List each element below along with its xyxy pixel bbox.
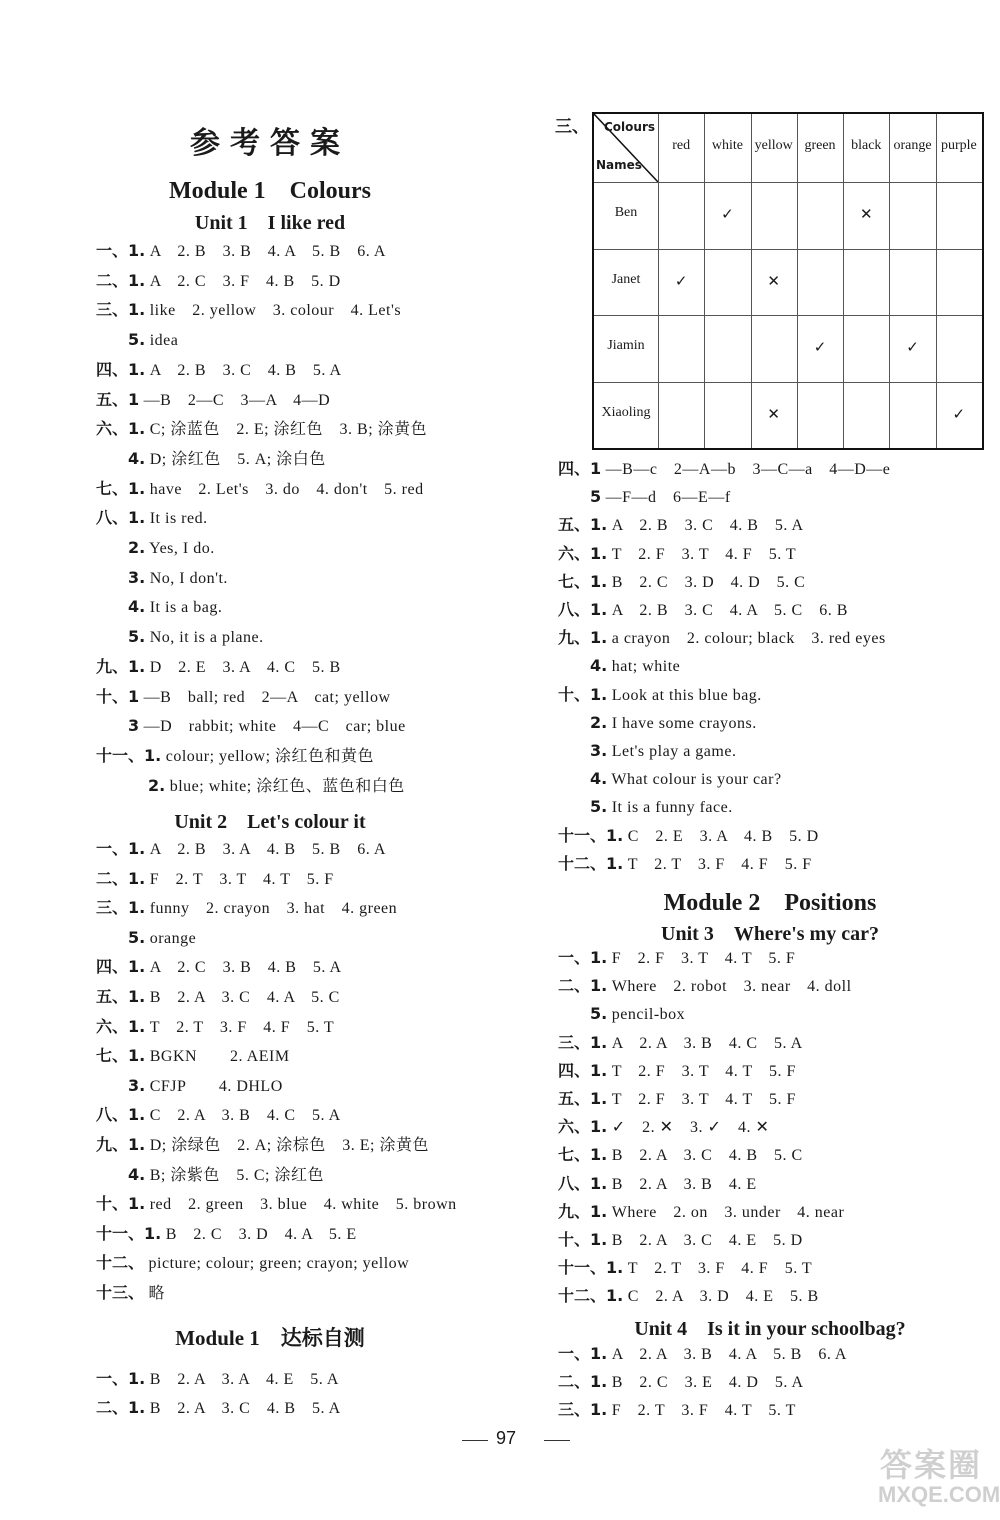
- answer-label: 5.: [128, 330, 146, 350]
- module1-test-heading: Module 1 达标自测: [175, 1326, 365, 1350]
- answer-text: B 2. A 3. A 4. E 5. A: [145, 1371, 339, 1388]
- answer-text: T 2. F 3. T 4. T 5. F: [607, 1062, 796, 1080]
- answer-line: [558, 571, 805, 594]
- answer-text: B; 涂紫色 5. C; 涂红色: [145, 1166, 324, 1184]
- answer-text: have 2. Let's 3. do 4. don't 5. red: [145, 480, 424, 498]
- cross-icon: ✕: [767, 404, 780, 423]
- answer-label: 二、1.: [96, 1398, 146, 1417]
- answer-line: [128, 626, 264, 649]
- answer-text: T 2. T 3. F 4. F 5. T: [623, 1260, 813, 1278]
- answer-text: B 2. C 3. D 4. A 5. E: [161, 1225, 357, 1243]
- answer-line: [590, 655, 680, 678]
- answer-text: No, it is a plane.: [145, 629, 264, 647]
- answer-text: hat; white: [607, 658, 681, 676]
- answer-line: [558, 1201, 844, 1224]
- answer-line: [96, 986, 340, 1009]
- answer-line: [96, 359, 342, 382]
- answer-line: [96, 1252, 409, 1275]
- answer-label: 七、1.: [96, 478, 146, 498]
- table-row-name: Jiamin: [607, 338, 645, 354]
- answer-text: B 2. A 3. C 4. B 5. C: [607, 1147, 803, 1165]
- answer-line: [96, 418, 427, 441]
- answer-line: [96, 1397, 341, 1420]
- check-icon: ✓: [906, 338, 919, 357]
- module1-heading: Module 1 Colours: [168, 178, 371, 204]
- answer-label: 五、1.: [558, 515, 608, 535]
- answer-text: C 2. E 3. A 4. B 5. D: [623, 827, 819, 845]
- answer-text: It is red.: [145, 510, 208, 528]
- answer-line: [590, 740, 736, 763]
- answer-label: 六、1.: [558, 1117, 608, 1137]
- answer-text: T 2. F 3. T 4. T 5. F: [607, 1091, 796, 1108]
- answer-label: 七、1.: [558, 571, 608, 591]
- unit1-heading: Unit 1 I like red: [194, 212, 346, 234]
- answer-label: 2.: [148, 775, 166, 795]
- answer-label: 十一、1.: [558, 825, 624, 845]
- answer-text: A 2. B 3. B 4. A 5. B 6. A: [145, 243, 386, 260]
- unit3-heading: Unit 3 Where's my car?: [661, 923, 879, 945]
- answer-line: [558, 1116, 769, 1139]
- answer-text: No, I don't.: [145, 569, 228, 587]
- answer-line: [558, 1285, 819, 1308]
- answer-text: funny 2. crayon 3. hat 4. green: [145, 900, 398, 918]
- answer-line: [96, 838, 386, 861]
- answer-line: [558, 1371, 804, 1394]
- table-row-line: [594, 249, 982, 250]
- answer-text: idea: [145, 332, 179, 350]
- answer-line: [558, 1032, 803, 1055]
- answer-line: [558, 1144, 803, 1167]
- answer-text: A 2. B 3. A 4. B 5. B 6. A: [145, 841, 386, 858]
- table-colour-header: white: [711, 138, 743, 153]
- answer-line: [96, 956, 342, 979]
- answer-line: [558, 1173, 757, 1196]
- answer-label: 八、1.: [96, 508, 146, 528]
- answer-label: 三、1.: [558, 1032, 608, 1052]
- answer-label: 八、1.: [558, 1173, 608, 1193]
- answer-line: [96, 656, 341, 679]
- answer-line: [558, 1257, 812, 1280]
- answer-label: 5.: [128, 927, 146, 947]
- answer-text: pencil-box: [607, 1006, 686, 1024]
- answer-label: 5: [590, 487, 602, 507]
- answer-label: 九、1.: [558, 628, 608, 648]
- answer-line: [96, 897, 397, 920]
- table-col-line: [797, 114, 798, 448]
- answer-text: D 2. E 3. A 4. C 5. B: [145, 658, 341, 676]
- answer-label: 3: [128, 716, 140, 736]
- table-colour-header: red: [672, 138, 691, 153]
- table-col-line: [889, 114, 890, 448]
- answer-text: —F—d 6—E—f: [601, 489, 731, 507]
- answer-text: T 2. F 3. T 4. F 5. T: [607, 545, 797, 563]
- table-col-line: [704, 114, 705, 448]
- table-section-label: 三、: [555, 117, 589, 137]
- answer-text: It is a bag.: [145, 599, 223, 617]
- page-number-dash-left: [462, 1440, 488, 1441]
- answer-line: [558, 684, 762, 707]
- answer-label: 4.: [128, 597, 146, 617]
- answer-line: [558, 1343, 847, 1366]
- answer-text: colour; yellow; 涂红色和黄色: [161, 747, 375, 765]
- answer-text: A 2. B 3. C 4. B 5. A: [607, 517, 804, 535]
- answer-line: [128, 715, 406, 738]
- answer-line: [96, 270, 341, 293]
- answer-line: [96, 1282, 165, 1305]
- answer-label: 一、1.: [96, 839, 146, 858]
- answer-label: 七、1.: [558, 1145, 608, 1165]
- answer-label: 九、1.: [558, 1201, 608, 1221]
- page-number: 97: [496, 1428, 517, 1448]
- answer-line: [128, 537, 215, 560]
- answer-text: B 2. A 3. C 4. A 5. C: [145, 989, 340, 1006]
- answer-label: 4.: [128, 1164, 146, 1184]
- answer-text: like 2. yellow 3. colour 4. Let's: [145, 302, 402, 320]
- page-number-dash-right: [544, 1440, 570, 1441]
- answer-line: [96, 1045, 290, 1068]
- answer-text: A 2. C 3. F 4. B 5. D: [145, 272, 341, 290]
- answer-line: [558, 947, 795, 970]
- answer-label: 十一、1.: [96, 745, 162, 765]
- answer-text: Yes, I do.: [145, 540, 215, 557]
- corner-label-names: Names: [596, 158, 642, 172]
- answer-text: F 2. T 3. F 4. T 5. T: [607, 1402, 796, 1419]
- answer-label: 二、1.: [558, 1372, 608, 1391]
- answer-label: 四、1.: [558, 1060, 608, 1080]
- answer-text: A 2. C 3. B 4. B 5. A: [145, 959, 342, 977]
- answer-label: 一、1.: [558, 1344, 608, 1363]
- watermark-bottom: MXQE.COM: [878, 1482, 1000, 1507]
- answer-text: B 2. A 3. C 4. B 5. A: [145, 1400, 341, 1417]
- answer-text: B 2. A 3. C 4. E 5. D: [607, 1232, 803, 1249]
- unit2-heading: Unit 2 Let's colour it: [174, 811, 366, 833]
- answer-label: 一、1.: [96, 241, 146, 260]
- answer-text: —B 2—C 3—A 4—D: [139, 391, 331, 409]
- answer-label: 4.: [590, 656, 608, 676]
- page-title: 参考答案: [190, 126, 350, 161]
- answer-line: [590, 1003, 685, 1026]
- table-col-line: [936, 114, 937, 448]
- answer-text: picture; colour; green; crayon; yellow: [144, 1255, 410, 1273]
- answer-label: 六、1.: [96, 1016, 146, 1036]
- answer-text: D; 涂绿色 2. A; 涂棕色 3. E; 涂黄色: [145, 1137, 429, 1154]
- answer-line: [96, 299, 401, 322]
- answer-text: I have some crayons.: [607, 714, 757, 732]
- answer-text: blue; white; 涂红色、蓝色和白色: [165, 777, 405, 795]
- answer-line: [96, 868, 334, 891]
- check-icon: ✓: [674, 271, 688, 290]
- answer-label: 四、1.: [96, 957, 146, 977]
- table-colour-header: yellow: [754, 138, 793, 153]
- cross-icon: ✕: [767, 271, 780, 290]
- answer-line: [558, 853, 812, 876]
- answer-text: C 2. A 3. B 4. C 5. A: [145, 1107, 341, 1125]
- answer-text: F 2. F 3. T 4. T 5. F: [607, 950, 796, 967]
- answer-text: C 2. A 3. D 4. E 5. B: [623, 1288, 819, 1306]
- answer-label: 2.: [590, 712, 608, 732]
- answer-text: T 2. T 3. F 4. F 5. T: [145, 1018, 335, 1036]
- answer-label: 五、1: [96, 389, 140, 409]
- cross-icon: ✕: [859, 205, 873, 224]
- answer-line: [96, 507, 208, 530]
- answer-line: [128, 329, 178, 352]
- answer-text: Where 2. on 3. under 4. near: [607, 1203, 845, 1221]
- answer-text: CFJP 4. DHLO: [145, 1077, 283, 1095]
- answer-label: 八、1.: [558, 600, 608, 619]
- answer-label: 五、1.: [96, 987, 146, 1006]
- answer-line: [128, 596, 222, 619]
- answer-line: [96, 745, 374, 768]
- table-row-line: [594, 315, 982, 316]
- table-row-line: [594, 382, 982, 383]
- answer-label: 二、1.: [96, 270, 146, 290]
- answer-line: [148, 775, 405, 798]
- answer-label: 九、1.: [96, 656, 146, 676]
- module2-heading: Module 2 Positions: [663, 890, 877, 916]
- answer-text: What colour is your car?: [607, 771, 782, 789]
- answer-text: A 2. A 3. B 4. C 5. A: [607, 1034, 803, 1052]
- answer-line: [128, 448, 326, 471]
- answer-label: 3.: [590, 741, 608, 760]
- answer-text: —D rabbit; white 4—C car; blue: [139, 718, 406, 736]
- answer-text: —B ball; red 2—A cat; yellow: [139, 688, 391, 706]
- answer-text: orange: [145, 929, 197, 947]
- answer-label: 十、1: [96, 686, 140, 706]
- answer-text: 略: [144, 1285, 166, 1302]
- answer-line: [590, 796, 733, 819]
- answer-text: B 2. C 3. D 4. D 5. C: [607, 573, 806, 591]
- answer-label: 4.: [590, 769, 608, 789]
- answer-line: [96, 389, 330, 412]
- answer-line: [590, 712, 757, 735]
- answer-text: Let's play a game.: [607, 743, 737, 760]
- answer-line: [96, 1104, 341, 1127]
- answer-label: 三、1.: [558, 1400, 608, 1419]
- answer-line: [558, 1060, 796, 1083]
- answer-line: [558, 825, 819, 848]
- answer-label: 九、1.: [96, 1135, 146, 1154]
- answer-text: B 2. A 3. B 4. E: [607, 1175, 757, 1193]
- answer-label: 四、1: [558, 459, 602, 478]
- table-col-line: [751, 114, 752, 448]
- answer-line: [96, 478, 424, 501]
- answer-label: 六、1.: [558, 543, 608, 563]
- corner-label-colours: Colours: [604, 120, 656, 134]
- answer-label: 十二、: [96, 1253, 145, 1273]
- answer-label: 一、1.: [96, 1369, 146, 1388]
- answer-line: [96, 1193, 457, 1216]
- answer-line: [590, 768, 782, 791]
- answer-line: [128, 1075, 283, 1098]
- table-row-name: Janet: [611, 271, 641, 287]
- answer-text: T 2. T 3. F 4. F 5. F: [623, 855, 812, 873]
- answer-label: 3.: [128, 1075, 146, 1095]
- answer-line: [558, 1229, 803, 1252]
- table-colour-header: black: [851, 138, 882, 153]
- answer-label: 5.: [590, 1004, 608, 1024]
- answer-label: 十、1.: [96, 1194, 146, 1214]
- answer-text: D; 涂红色 5. A; 涂白色: [145, 450, 326, 468]
- answer-line: [96, 1223, 357, 1246]
- answer-label: 一、1.: [558, 948, 608, 967]
- table-colour-header: purple: [940, 138, 977, 153]
- answer-text: A 2. B 3. C 4. B 5. A: [145, 361, 342, 379]
- answer-line: [128, 1164, 324, 1187]
- answer-line: [590, 486, 731, 509]
- answer-label: 十二、1.: [558, 1286, 624, 1306]
- answer-line: [558, 975, 852, 998]
- answer-label: 四、1.: [96, 359, 146, 379]
- answer-line: [558, 458, 890, 481]
- answer-label: 十、1.: [558, 684, 608, 704]
- table-row-line: [594, 182, 982, 183]
- answer-text: a crayon 2. colour; black 3. red eyes: [607, 630, 886, 648]
- table-col-line: [843, 114, 844, 448]
- answer-label: 二、1.: [96, 868, 146, 888]
- answer-text: —B—c 2—A—b 3—C—a 4—D—e: [601, 461, 891, 478]
- table-colour-header: green: [804, 138, 836, 153]
- answer-label: 八、1.: [96, 1105, 146, 1125]
- answer-line: [558, 599, 848, 622]
- watermark-logo: [872, 1440, 1000, 1512]
- answer-label: 3.: [128, 567, 146, 587]
- answer-label: 十一、1.: [96, 1223, 162, 1243]
- table-colour-header: orange: [893, 138, 932, 153]
- check-icon: ✓: [721, 205, 734, 224]
- answer-text: ✓ 2. ✕ 3. ✓ 4. ✕: [607, 1119, 770, 1137]
- answer-line: [128, 927, 196, 950]
- answer-line: [558, 514, 804, 537]
- answer-line: [558, 627, 886, 650]
- answer-text: F 2. T 3. T 4. T 5. F: [145, 870, 334, 888]
- table-col-line: [658, 114, 659, 448]
- answer-line: [96, 1368, 339, 1391]
- answer-line: [558, 1399, 796, 1422]
- answer-label: 十、1.: [558, 1230, 608, 1249]
- answer-label: 5.: [590, 797, 608, 817]
- colours-table: [592, 112, 984, 450]
- answer-text: A 2. A 3. B 4. A 5. B 6. A: [607, 1346, 847, 1363]
- answer-line: [96, 686, 391, 709]
- answer-label: 5.: [128, 627, 146, 647]
- answer-line: [558, 1088, 796, 1111]
- answer-label: 十一、1.: [558, 1258, 624, 1278]
- answer-line: [96, 1016, 334, 1039]
- answer-label: 4.: [128, 448, 146, 468]
- answer-text: It is a funny face.: [607, 799, 733, 817]
- answer-line: [96, 240, 386, 263]
- answer-label: 六、1.: [96, 419, 146, 439]
- answer-line: [96, 1134, 429, 1157]
- answer-text: Where 2. robot 3. near 4. doll: [607, 978, 852, 996]
- table-row-name: Ben: [614, 205, 638, 221]
- answer-label: 七、1.: [96, 1046, 146, 1066]
- answer-text: C; 涂蓝色 2. E; 涂红色 3. B; 涂黄色: [145, 421, 428, 439]
- answer-text: A 2. B 3. C 4. A 5. C 6. B: [607, 602, 848, 619]
- answer-label: 十三、: [96, 1283, 145, 1302]
- answer-text: B 2. C 3. E 4. D 5. A: [607, 1374, 804, 1391]
- answer-label: 二、1.: [558, 976, 608, 996]
- answer-label: 十二、1.: [558, 853, 624, 873]
- answer-label: 2.: [128, 538, 146, 557]
- answer-text: BGKN 2. AEIM: [145, 1048, 290, 1066]
- unit4-heading: Unit 4 Is it in your schoolbag?: [634, 1318, 906, 1340]
- answer-label: 三、1.: [96, 898, 146, 918]
- answer-line: [558, 543, 796, 566]
- check-icon: ✓: [813, 338, 827, 357]
- answer-label: 三、1.: [96, 300, 146, 320]
- table-row-name: Xiaoling: [601, 404, 651, 420]
- watermark-top: 答案圈: [880, 1447, 983, 1483]
- check-icon: ✓: [952, 404, 966, 423]
- answer-line: [128, 567, 228, 590]
- answer-text: red 2. green 3. blue 4. white 5. brown: [145, 1196, 457, 1214]
- answer-label: 五、1.: [558, 1089, 608, 1108]
- answer-text: Look at this blue bag.: [607, 686, 762, 704]
